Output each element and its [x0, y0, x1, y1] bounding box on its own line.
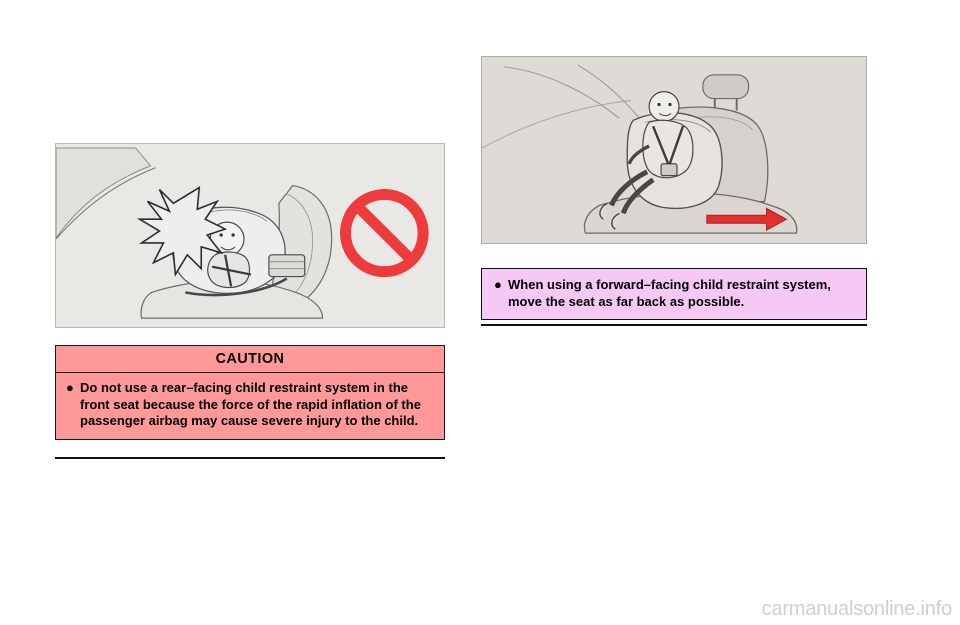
- caution-underline-rule: [55, 457, 445, 459]
- note-body: [482, 269, 866, 319]
- caution-title: CAUTION: [56, 346, 444, 373]
- caution-box: [55, 345, 445, 440]
- right-figure-artwork: [482, 57, 866, 243]
- left-figure-artwork: [56, 144, 444, 327]
- bullet-icon: ●: [494, 277, 502, 292]
- forward-facing-child-seat-illustration: [481, 56, 867, 244]
- rear-facing-child-seat-airbag-illustration: [55, 143, 445, 328]
- caution-text: Do not use a rear–facing child restraint system in the front seat because the force of the rapid inflation of the passenger airbag may cause severe injury to the child.: [80, 380, 421, 429]
- note-underline-rule: [481, 324, 867, 326]
- caution-body: [56, 373, 444, 439]
- watermark: carmanualsonline.info: [761, 598, 952, 620]
- note-text: When using a forward–facing child restraint system, move the seat as far back as possible.: [508, 277, 831, 309]
- note-box: [481, 268, 867, 320]
- bullet-icon: ●: [66, 380, 74, 395]
